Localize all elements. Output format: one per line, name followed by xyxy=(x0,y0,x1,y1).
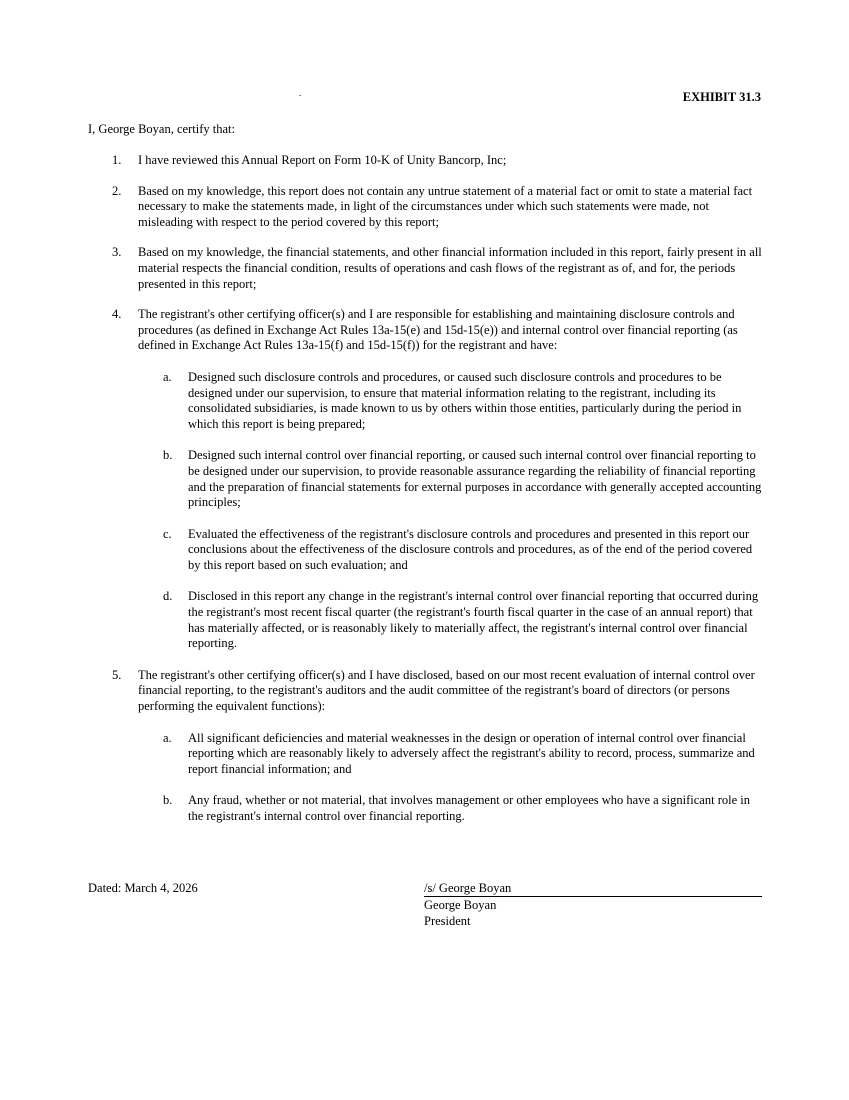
subitem-5a xyxy=(138,731,763,778)
subitem-letter: a. xyxy=(163,369,172,384)
subitem-letter: d. xyxy=(163,589,173,604)
subitem-4d xyxy=(138,589,763,651)
item-number: 3. xyxy=(112,245,122,260)
subitem-letter: c. xyxy=(163,526,172,541)
item-text: The registrant's other certifying officer(s) and I are responsible for establishing and maintaining disclosure controls and procedures (as defined in Exchange Act Rules 13a-15(e) and 15d-15(e)) and internal control over financial reporting (as defined in Exchange Act Rules 13a-15(f) and 15d-15(f)) for the registrant and have: xyxy=(138,307,738,353)
subitem-text: Designed such internal control over financial reporting, or caused such internal control over financial reporting to be designed under our supervision, to provide reasonable assurance regarding the reliability of financial reporting and the preparation of financial statements for external purposes in accordance with generally accepted accounting principles; xyxy=(188,448,762,510)
item-5-sublist xyxy=(138,731,763,825)
item-text: Based on my knowledge, this report does not contain any untrue statement of a material fact or omit to state a material fact necessary to make the statements made, in light of the circumstances under which such statements were made, not misleading with respect to the period covered by this report; xyxy=(138,183,753,229)
subitem-letter: a. xyxy=(163,730,172,745)
subitem-4a xyxy=(138,370,763,432)
stray-dot: . xyxy=(299,88,302,98)
subitem-letter: b. xyxy=(163,448,173,463)
subitem-5b xyxy=(138,793,763,824)
dated-line: Dated: March 4, 2026 xyxy=(88,881,198,895)
subitem-text: Designed such disclosure controls and procedures, or caused such disclosure controls and procedures to be designed under our supervision, to ensure that material information relating to the registrant, including its consolidated subsidiaries, is made known to us by others within those entities, particularly during the period in which this report is being prepared; xyxy=(188,369,742,431)
subitem-text: All significant deficiencies and material weaknesses in the design or operation of internal control over financial reporting which are reasonably likely to adversely affect the registrant's ability to record, process, summarize and report financial information; and xyxy=(188,730,755,776)
item-text: Based on my knowledge, the financial statements, and other financial information included in this report, fairly present in all material respects the financial condition, results of operations and cash flows of the registrant as of, and for, the periods presented in this report; xyxy=(138,245,762,291)
item-4 xyxy=(88,307,763,652)
item-number: 4. xyxy=(112,307,122,322)
item-2 xyxy=(88,184,763,231)
item-number: 1. xyxy=(112,153,122,167)
exhibit-label: EXHIBIT 31.3 xyxy=(682,90,761,104)
signer-name: George Boyan xyxy=(424,898,497,912)
item-3 xyxy=(88,245,763,292)
signature-block xyxy=(424,880,762,929)
item-4-sublist xyxy=(138,370,763,652)
item-number: 5. xyxy=(112,667,122,682)
item-1 xyxy=(88,153,763,169)
subitem-4b xyxy=(138,448,763,510)
intro-text: I, George Boyan, certify that: xyxy=(88,122,235,136)
item-5 xyxy=(88,668,763,825)
subitem-text: Evaluated the effectiveness of the registrant's disclosure controls and procedures and presented in this report our conclusions about the effectiveness of the disclosure controls and procedures, as of the end of the period covered by this report based on such evaluation; and xyxy=(188,526,753,572)
item-text: The registrant's other certifying officer(s) and I have disclosed, based on our most recent evaluation of internal control over financial reporting, to the registrant's auditors and the audit committee of the registrant's board of directors (or persons performing the equivalent functions): xyxy=(138,667,755,714)
subitem-text: Disclosed in this report any change in the registrant's internal control over financial reporting that occurred during the registrant's most recent fiscal quarter (the registrant's fourth fiscal quarter in the case of an annual report) that has materially affected, or is reasonably likely to materially affect, the registrant's internal control over financial reporting. xyxy=(188,589,759,651)
signer-title: President xyxy=(424,914,471,928)
item-number: 2. xyxy=(112,183,122,198)
subitem-letter: b. xyxy=(163,793,173,808)
subitem-4c xyxy=(138,527,763,574)
item-text: I have reviewed this Annual Report on Form 10-K of Unity Bancorp, Inc; xyxy=(138,153,507,167)
signature: /s/ George Boyan xyxy=(424,880,762,897)
certification-list xyxy=(88,153,763,841)
subitem-text: Any fraud, whether or not material, that involves management or other employees who have a significant role in the registrant's internal control over financial reporting. xyxy=(188,793,750,823)
